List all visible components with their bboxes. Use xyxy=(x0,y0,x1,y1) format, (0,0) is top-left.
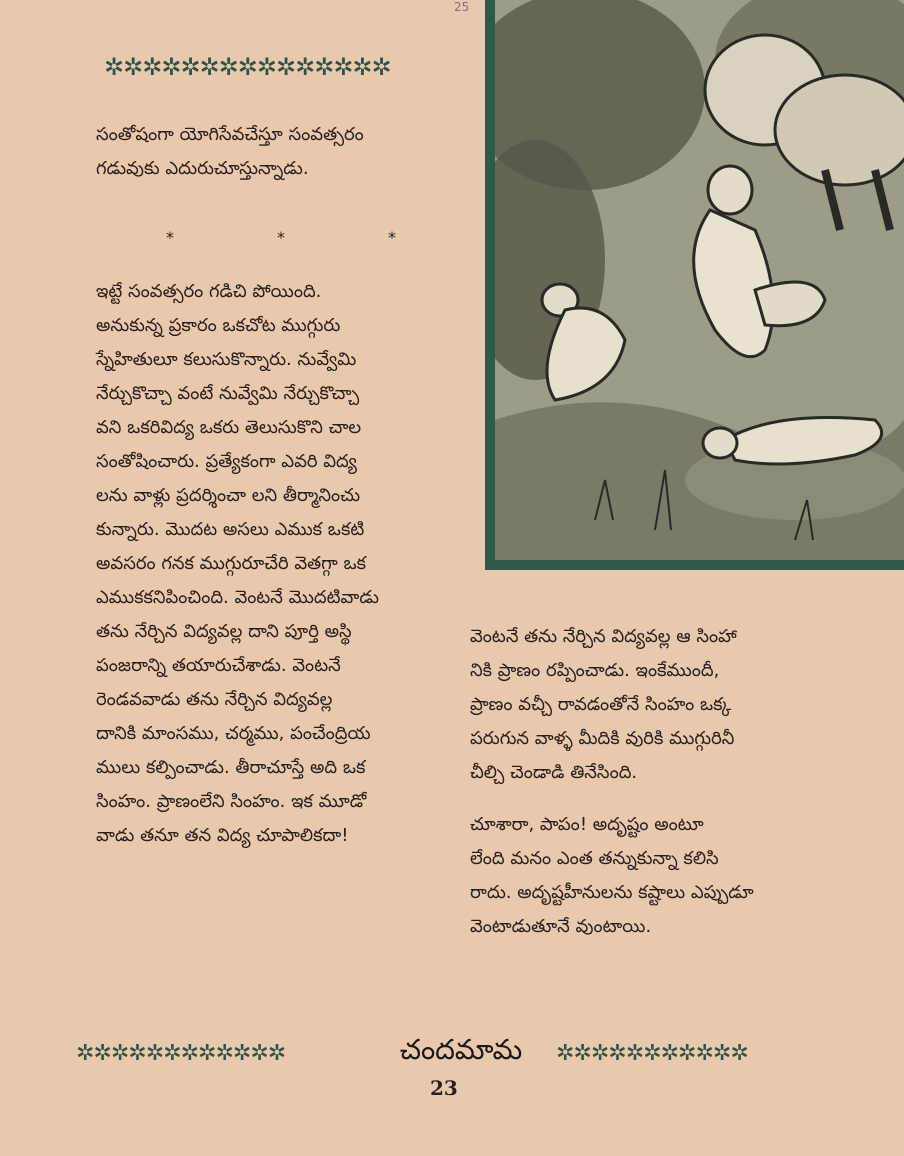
paragraph-2: ఇట్టే సంవత్సరం గడిచి పోయింది. అనుకున్న ప్రకారం ఒకచోట ముగ్గురు స్నేహితులూ కలుసుకొన్నారు. నువ్వేమి నేర్చుకొచ్చా వంటే నువ్వేమి నేర్చుకొచ్చా వని ఒకరివిద్య ఒకరు తెలుసుకొని చాల సంతోషించారు. ప్రత్యేకంగా ఎవరి విద్య లను వాళ్లు ప్రదర్శించా లని తీర్మానించు కున్నారు. మొదట అసలు ఎముక ఒకటి అవసరం గనక ముగ్గురూచేరి వెతగ్గా ఒక ఎముకకనిపించింది. వెంటనే మొదటివాడు తను నేర్చిన విద్యవల్ల దాని పూర్తి అస్థి పంజరాన్ని తయారుచేశాడు. వెంటనే రెండవవాడు తను నేర్చిన విద్యవల్ల దానికి మాంసము, చర్మము, పంచేంద్రియ ములు కల్పించాడు. తీరాచూస్తే అది ఒక సింహం. ప్రాణంలేని సింహం. ఇక మూడో వాడు తనూ తన విద్య చూపాలికదా! xyxy=(96,281,379,846)
paragraph-1: సంతోషంగా యోగిసేవచేస్తూ సంవత్సరం గడువుకు ఎదురుచూస్తున్నాడు. xyxy=(96,124,364,179)
left-column-intro xyxy=(96,118,466,186)
corner-mark: 25 xyxy=(454,0,470,14)
separator-star: * xyxy=(166,228,174,247)
illustration-drawing xyxy=(495,0,904,560)
left-column-story xyxy=(96,275,466,853)
section-separator xyxy=(96,228,466,247)
lion-attacking-men-illustration xyxy=(485,0,904,570)
footer-left-ornament: ✲✲✲✲✲✲✲✲✲✲✲✲ xyxy=(76,1040,286,1066)
paragraph-4: చూశారా, పాపం! అదృష్టం అంటూ లేంది మనం ఎంత తన్నుకున్నా కలిసి రాదు. అదృష్టహీనులను కష్టాలు ఎప్పుడూ వెంటాడుతూనే వుంటాయి. xyxy=(470,814,754,937)
paragraph-3: వెంటనే తను నేర్చిన విద్యవల్ల ఆ సింహా నికి ప్రాణం రప్పించాడు. ఇంకేముందీ, ప్రాణం వచ్చీ రావడంతోనే సింహం ఒక్క పరుగున వాళ్ళ మీదికి వురికి ముగ్గురినీ చీల్చి చెండాడి తినేసింది. xyxy=(470,626,737,783)
footer xyxy=(76,1033,846,1068)
top-ornament-border: ✲✲✲✲✲✲✲✲✲✲✲✲✲✲✲ xyxy=(104,54,391,80)
page-number: 23 xyxy=(430,1076,458,1100)
magazine-title: చందమామ xyxy=(399,1033,523,1066)
footer-right-ornament: ✲✲✲✲✲✲✲✲✲✲✲ xyxy=(556,1040,748,1066)
separator-star: * xyxy=(388,228,396,247)
right-column-story xyxy=(470,620,855,944)
separator-star: * xyxy=(277,228,285,247)
